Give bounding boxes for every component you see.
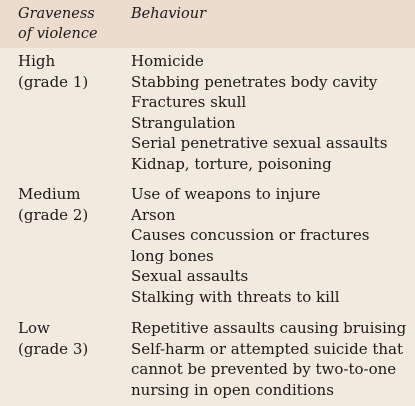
grade-label: High — [18, 52, 56, 70]
grade-cell — [18, 51, 88, 92]
header-behaviour: Behaviour — [131, 6, 207, 22]
grade-number: (grade 2) — [18, 205, 89, 224]
grade-cell — [18, 184, 88, 225]
behaviour-item: Causes concussion or fractures — [131, 226, 370, 245]
behaviour-item: Fractures skull — [131, 93, 247, 112]
grade-cell — [18, 318, 88, 359]
behaviour-item: nursing in open conditions — [131, 380, 334, 399]
grade-label: Low — [18, 319, 50, 337]
table-header — [0, 0, 415, 48]
behaviour-item: cannot be prevented by two-to-one — [131, 360, 397, 379]
behaviour-item: Kidnap, torture, poisoning — [131, 154, 332, 173]
behaviour-item: Homicide — [131, 52, 204, 70]
behaviour-item: Self-harm or attempted suicide that — [131, 339, 404, 358]
behaviour-item: Stalking with threats to kill — [131, 287, 340, 306]
header-graveness-line2: of violence — [18, 26, 98, 42]
behaviour-cell — [131, 318, 406, 400]
behaviour-item: long bones — [131, 246, 214, 265]
behaviour-item: Arson — [131, 205, 176, 224]
header-graveness — [18, 4, 128, 44]
header-graveness-line1: Graveness — [18, 6, 95, 22]
behaviour-item: Strangulation — [131, 113, 236, 132]
grade-label: Medium — [18, 185, 81, 203]
behaviour-item: Use of weapons to injure — [131, 185, 321, 203]
behaviour-item: Sexual assaults — [131, 267, 249, 286]
grade-number: (grade 1) — [18, 72, 89, 91]
behaviour-item: Repetitive assaults causing bruising — [131, 319, 407, 337]
behaviour-item: Stabbing penetrates body cavity — [131, 72, 378, 91]
behaviour-item: Serial penetrative sexual assaults — [131, 134, 388, 153]
behaviour-cell — [131, 51, 387, 175]
grade-number: (grade 3) — [18, 339, 89, 358]
behaviour-cell — [131, 184, 369, 308]
